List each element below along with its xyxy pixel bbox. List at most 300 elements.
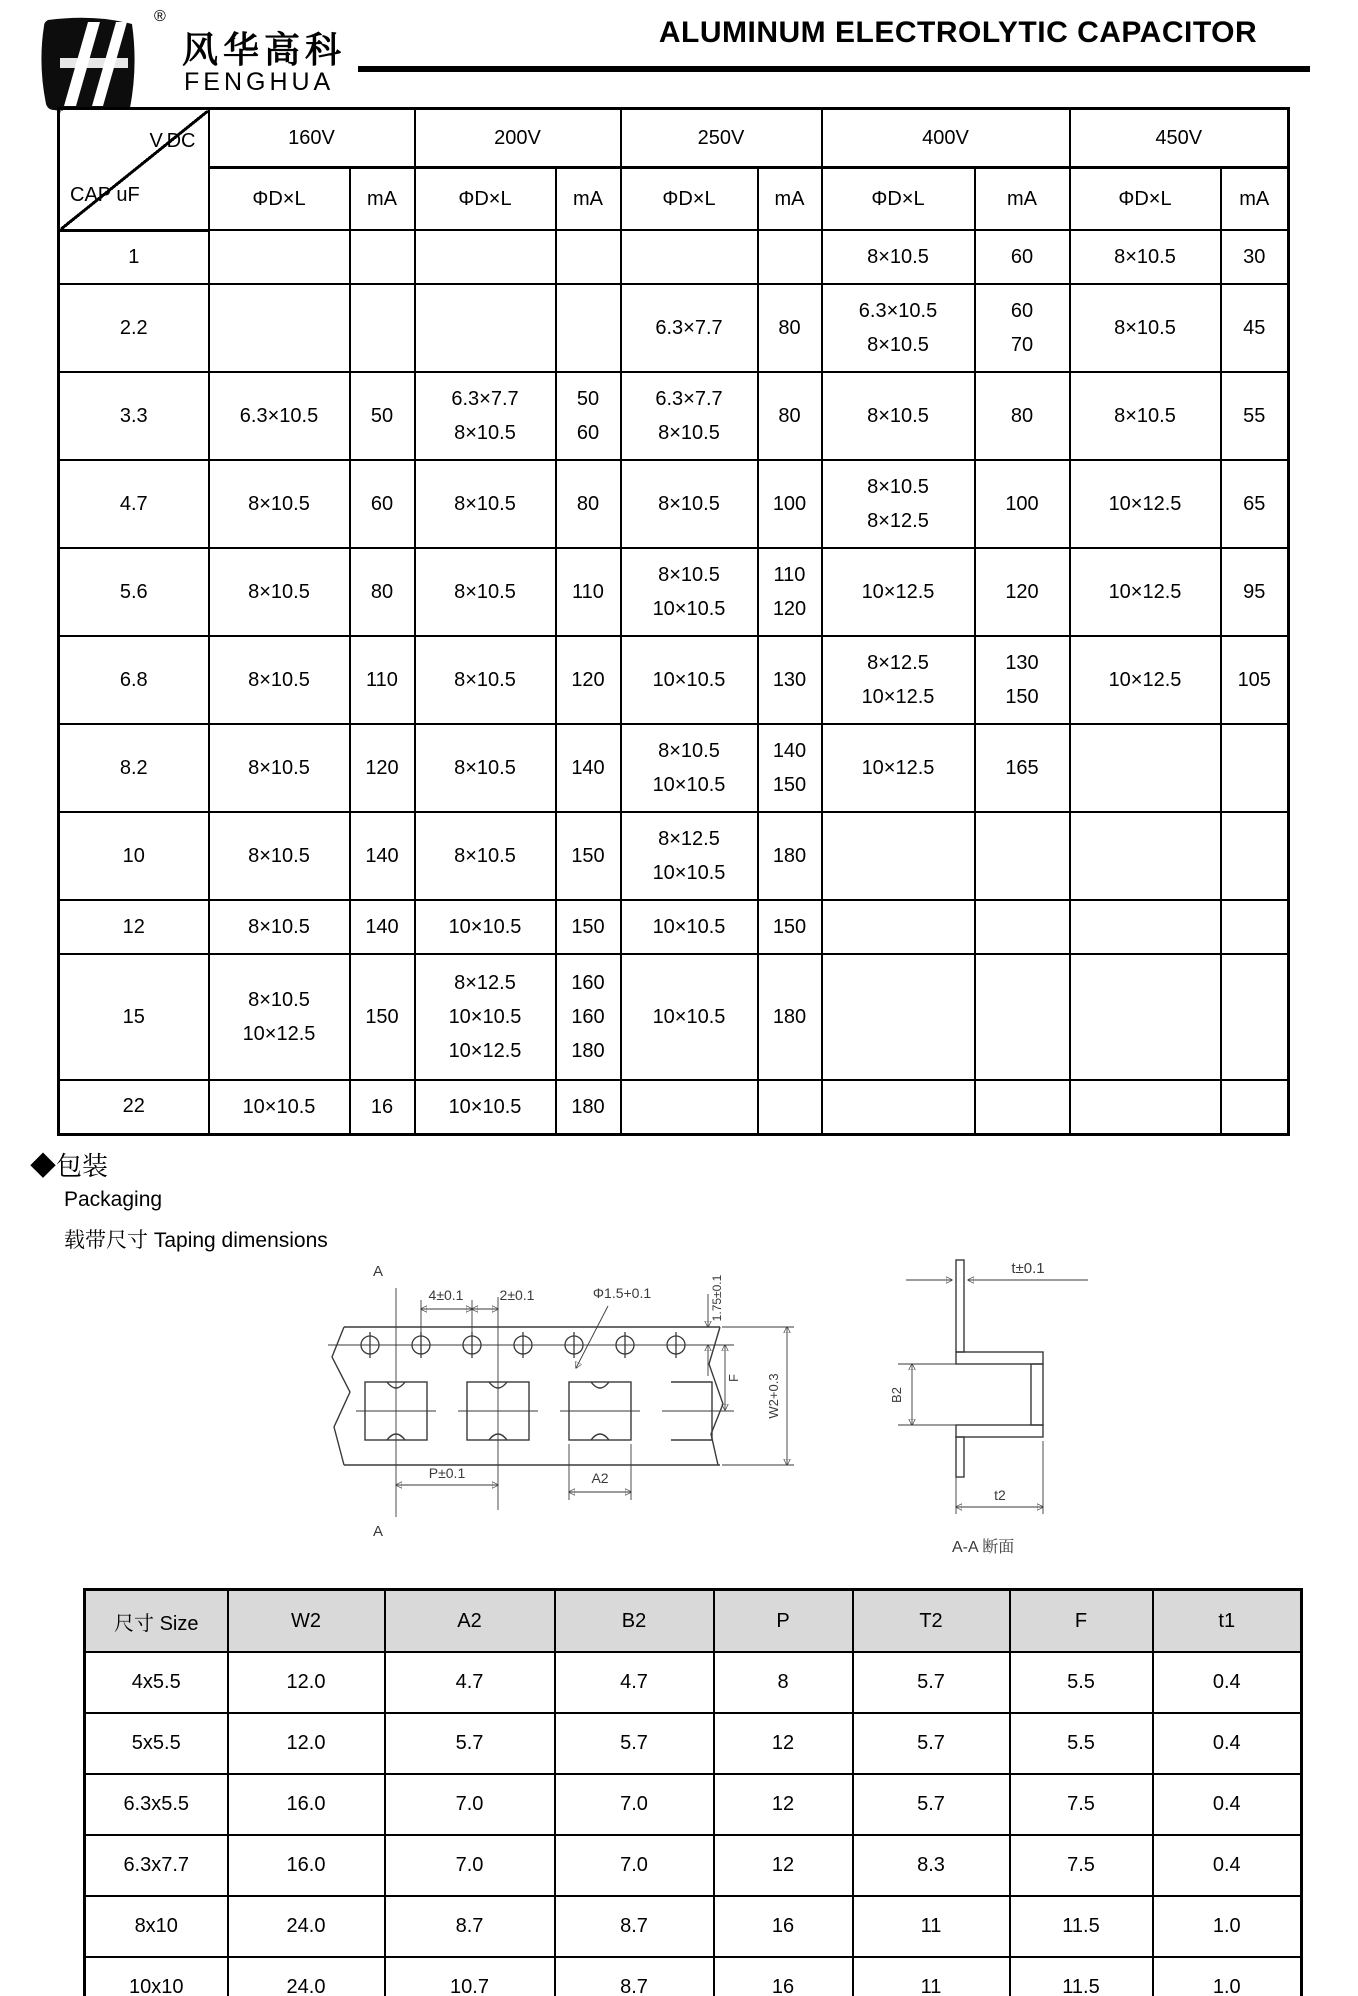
case-size-cell (415, 812, 556, 900)
case-size-value: 8×10.5 (248, 845, 310, 867)
case-size-value: 10×12.5 (1108, 669, 1182, 691)
dims-value-cell: 16.0 (228, 1835, 385, 1896)
wall-thickness-dim: t±0.1 (1011, 1260, 1045, 1277)
ripple-current-cell (758, 548, 822, 636)
case-size-cell (621, 372, 758, 460)
case-size-cell (1070, 460, 1221, 548)
case-size-cell (621, 900, 758, 954)
case-size-cell (415, 230, 556, 284)
case-size-cell (1070, 724, 1221, 812)
cap-value-cell: 6.8 (59, 636, 209, 724)
dims-value-cell: 5.7 (853, 1713, 1010, 1774)
dims-size-cell: 8x10 (85, 1896, 228, 1957)
current-subheader: mA (556, 168, 621, 231)
ripple-current-cell (758, 724, 822, 812)
dims-value-cell: 5.7 (385, 1713, 555, 1774)
ripple-current-value: 45 (1243, 317, 1266, 339)
current-subheader: mA (975, 168, 1070, 231)
ripple-current-cell (556, 812, 621, 900)
case-size-value: 10×10.5 (242, 1095, 316, 1118)
case-size-cell (822, 230, 975, 284)
dims-value-cell: 0.4 (1153, 1713, 1302, 1774)
dims-value-cell: 7.0 (555, 1774, 714, 1835)
section-label-bottom: A (372, 1523, 384, 1540)
ripple-current-cell (758, 460, 822, 548)
dims-value-cell: 7.0 (385, 1774, 555, 1835)
case-size-cell (415, 372, 556, 460)
ripple-current-cell (556, 900, 621, 954)
ratings-row (59, 812, 1289, 900)
ripple-current-cell (758, 900, 822, 954)
hole-dia-leader (576, 1306, 608, 1368)
dims-row (85, 1835, 1302, 1896)
case-size-value: 8×10.5 (248, 757, 310, 779)
ripple-current-value: 120 (365, 757, 399, 779)
dims-value-cell: 8 (714, 1652, 853, 1713)
dims-value-cell: 0.4 (1153, 1774, 1302, 1835)
voltage-header-200v: 200V (415, 109, 621, 168)
dims-value-cell: 12 (714, 1835, 853, 1896)
ripple-current-value: 180 (571, 1040, 605, 1062)
dims-header-f: F (1010, 1590, 1153, 1653)
ratings-row (59, 284, 1289, 372)
case-size-cell (1070, 636, 1221, 724)
ripple-current-cell (350, 812, 415, 900)
taping-dimensions-table (83, 1588, 1303, 1996)
case-size-value: 8×10.5 (658, 740, 720, 762)
case-size-value: 8×10.5 (248, 581, 310, 603)
case-size-value: 8×10.5 (658, 564, 720, 586)
ripple-current-cell (975, 724, 1070, 812)
ripple-current-value: 110 (773, 564, 806, 586)
header-rule (358, 66, 1310, 72)
ripple-current-value: 160 (571, 972, 605, 994)
case-size-cell (621, 284, 758, 372)
ripple-current-cell (350, 230, 415, 284)
ripple-current-cell (556, 636, 621, 724)
case-size-value: 10×12.5 (1108, 493, 1182, 515)
ripple-current-value: 16 (370, 1095, 394, 1118)
case-size-cell (822, 900, 975, 954)
ripple-current-value: 140 (772, 740, 807, 762)
ripple-current-cell (350, 900, 415, 954)
ripple-current-cell (975, 460, 1070, 548)
dims-value-cell: 16 (714, 1957, 853, 1996)
size-subheader: ΦD×L (209, 168, 350, 231)
case-size-cell (1070, 954, 1221, 1080)
dims-value-cell: 4.7 (385, 1652, 555, 1713)
cap-value-cell: 1 (59, 230, 209, 284)
pocket-width-dim: A2 (591, 1470, 609, 1486)
ripple-current-cell (350, 460, 415, 548)
ripple-current-value: 65 (1243, 493, 1266, 515)
ripple-current-value: 120 (1005, 581, 1039, 603)
case-size-cell (621, 460, 758, 548)
case-size-value: 6.3×7.7 (655, 317, 723, 339)
ratings-row (59, 1080, 1289, 1134)
case-size-value: 8×12.5 (454, 972, 516, 994)
ripple-current-cell (1221, 900, 1289, 954)
dims-value-cell: 1.0 (1153, 1896, 1302, 1957)
ripple-current-value: 50 (576, 388, 600, 410)
ripple-current-cell (975, 1080, 1070, 1134)
case-size-value: 8×10.5 (454, 669, 516, 691)
ripple-current-cell (350, 636, 415, 724)
ripple-current-value: 60 (1010, 246, 1034, 268)
dims-value-cell: 12 (714, 1774, 853, 1835)
case-size-cell (209, 954, 350, 1080)
case-size-value: 10×10.5 (652, 916, 726, 938)
case-size-cell (415, 460, 556, 548)
ripple-current-cell (975, 548, 1070, 636)
case-size-value: 8×10.5 (867, 334, 929, 356)
case-size-value: 8×10.5 (867, 405, 929, 427)
dims-size-cell: 6.3x7.7 (85, 1835, 228, 1896)
dims-value-cell: 0.4 (1153, 1835, 1302, 1896)
case-size-value: 10×12.5 (861, 686, 935, 708)
ripple-current-cell (758, 1080, 822, 1134)
case-size-cell (415, 548, 556, 636)
ripple-current-value: 140 (365, 845, 399, 867)
pocket-depth-dim: B2 (889, 1387, 904, 1403)
corner-header-cell (59, 109, 209, 231)
ripple-current-cell (975, 636, 1070, 724)
case-size-value: 8×12.5 (658, 828, 720, 850)
dims-header-row (85, 1590, 1302, 1653)
case-size-cell (822, 460, 975, 548)
case-size-value: 10×10.5 (448, 916, 522, 938)
case-size-cell (209, 548, 350, 636)
dims-header-b2: B2 (555, 1590, 714, 1653)
ripple-current-value: 60 (1010, 300, 1034, 322)
voltage-header-row (59, 109, 1289, 168)
dims-value-cell: 8.7 (555, 1957, 714, 1996)
dims-value-cell: 1.0 (1153, 1957, 1302, 1996)
ripple-current-cell (975, 954, 1070, 1080)
ratings-row (59, 372, 1289, 460)
dims-value-cell: 12 (714, 1713, 853, 1774)
half-pitch-dim: 2±0.1 (499, 1287, 535, 1303)
dims-value-cell: 24.0 (228, 1896, 385, 1957)
ripple-current-cell (975, 284, 1070, 372)
dims-size-cell: 5x5.5 (85, 1713, 228, 1774)
case-size-value: 10×10.5 (652, 598, 726, 620)
ripple-current-cell (350, 284, 415, 372)
case-size-value: 10×12.5 (242, 1023, 316, 1045)
case-size-value: 8×10.5 (1114, 317, 1176, 339)
packaging-heading-cn: ◆包装 (30, 1151, 109, 1181)
ripple-current-value: 130 (772, 669, 807, 691)
case-size-value: 8×10.5 (1114, 246, 1176, 268)
ratings-row (59, 954, 1289, 1080)
dims-value-cell: 8.7 (385, 1896, 555, 1957)
dims-value-cell: 5.7 (853, 1652, 1010, 1713)
case-size-cell (415, 724, 556, 812)
cap-value-cell: 2.2 (59, 284, 209, 372)
ripple-current-cell (556, 230, 621, 284)
case-size-cell (621, 954, 758, 1080)
ripple-current-cell (556, 548, 621, 636)
ripple-current-cell (1221, 636, 1289, 724)
dims-value-cell: 8.3 (853, 1835, 1010, 1896)
ripple-current-value: 60 (576, 422, 600, 444)
dims-value-cell: 7.5 (1010, 1774, 1153, 1835)
case-size-value: 8×12.5 (867, 510, 929, 532)
ripple-current-cell (758, 812, 822, 900)
size-subheader: ΦD×L (822, 168, 975, 231)
case-size-value: 8×10.5 (454, 493, 516, 515)
total-thickness-dim: t2 (994, 1487, 1006, 1503)
ratings-row (59, 724, 1289, 812)
case-size-cell (621, 1080, 758, 1134)
ratings-row (59, 460, 1289, 548)
case-size-cell (822, 636, 975, 724)
ripple-current-cell (758, 230, 822, 284)
case-size-value: 8×10.5 (867, 246, 929, 268)
case-size-value: 8×10.5 (248, 989, 310, 1011)
ripple-current-cell (1221, 284, 1289, 372)
ripple-current-value: 30 (1243, 246, 1266, 268)
page-title: ALUMINUM ELECTROLYTIC CAPACITOR (658, 16, 1258, 49)
tape-width-dim: W2+0.3 (766, 1373, 781, 1419)
cap-value-cell: 12 (59, 900, 209, 954)
top-dimensions (421, 1300, 498, 1336)
ripple-current-value: 80 (778, 317, 801, 339)
case-size-cell (1070, 812, 1221, 900)
case-size-value: 8×10.5 (454, 581, 516, 603)
case-size-cell (209, 230, 350, 284)
dims-value-cell: 11.5 (1010, 1957, 1153, 1996)
case-size-cell (1070, 900, 1221, 954)
case-size-value: 6.3×10.5 (858, 300, 938, 322)
case-size-cell (621, 636, 758, 724)
case-size-value: 10×10.5 (448, 1006, 522, 1028)
ripple-current-cell (556, 954, 621, 1080)
ripple-current-value: 150 (365, 1006, 399, 1028)
ripple-current-value: 80 (1010, 405, 1034, 427)
dims-row (85, 1652, 1302, 1713)
case-size-cell (415, 954, 556, 1080)
case-size-cell (621, 230, 758, 284)
dims-value-cell: 12.0 (228, 1652, 385, 1713)
taping-dimensions-drawing (300, 1252, 1110, 1570)
cap-value-cell: 8.2 (59, 724, 209, 812)
dims-value-cell: 12.0 (228, 1713, 385, 1774)
size-subheader: ΦD×L (621, 168, 758, 231)
case-size-value: 10×12.5 (448, 1040, 522, 1062)
case-size-cell (822, 954, 975, 1080)
ripple-current-cell (556, 1080, 621, 1134)
case-size-cell (822, 1080, 975, 1134)
case-size-value: 8×10.5 (1114, 405, 1176, 427)
ripple-current-value: 150 (1005, 686, 1039, 708)
dims-row (85, 1957, 1302, 1996)
case-size-cell (415, 284, 556, 372)
case-size-value: 6.3×7.7 (451, 388, 519, 410)
ripple-current-cell (975, 230, 1070, 284)
tape-outline (332, 1327, 723, 1465)
ripple-current-value: 60 (370, 493, 394, 515)
size-subheader: ΦD×L (1070, 168, 1221, 231)
dims-value-cell: 16.0 (228, 1774, 385, 1835)
case-size-value: 8×10.5 (248, 669, 310, 691)
cap-value-cell: 3.3 (59, 372, 209, 460)
dims-value-cell: 7.0 (555, 1835, 714, 1896)
ripple-current-value: 70 (1010, 334, 1034, 356)
case-size-value: 10×12.5 (1108, 581, 1182, 603)
dims-header-w2: W2 (228, 1590, 385, 1653)
hole-pitch-dim: 4±0.1 (428, 1287, 464, 1303)
case-size-value: 10×12.5 (861, 581, 935, 603)
dims-value-cell: 4.7 (555, 1652, 714, 1713)
dims-value-cell: 24.0 (228, 1957, 385, 1996)
ripple-current-cell (556, 724, 621, 812)
case-size-cell (209, 460, 350, 548)
case-size-value: 10×10.5 (652, 669, 726, 691)
dims-value-cell: 5.7 (853, 1774, 1010, 1835)
voltage-header-400v: 400V (822, 109, 1070, 168)
current-subheader: mA (1221, 168, 1289, 231)
component-pockets (356, 1382, 734, 1440)
ripple-current-value: 180 (571, 1095, 605, 1118)
case-size-value: 8×10.5 (454, 422, 516, 444)
dims-value-cell: 8.7 (555, 1896, 714, 1957)
voltage-header-250v: 250V (621, 109, 822, 168)
current-subheader: mA (758, 168, 822, 231)
registered-trademark: ® (154, 8, 166, 25)
case-size-cell (621, 724, 758, 812)
ratings-table (57, 107, 1290, 1136)
ripple-current-value: 180 (772, 1006, 807, 1028)
ripple-current-cell (556, 372, 621, 460)
dims-value-cell: 11 (853, 1957, 1010, 1996)
case-size-value: 8×10.5 (658, 422, 720, 444)
ripple-current-value: 140 (571, 757, 605, 779)
cap-uf-label: CAP uF (70, 183, 140, 206)
dims-size-cell: 4x5.5 (85, 1652, 228, 1713)
ripple-current-value: 105 (1237, 669, 1271, 691)
case-size-cell (415, 900, 556, 954)
case-size-cell (415, 636, 556, 724)
case-size-cell (822, 812, 975, 900)
dims-row (85, 1896, 1302, 1957)
ripple-current-cell (975, 900, 1070, 954)
dims-size-cell: 10x10 (85, 1957, 228, 1996)
ripple-current-cell (350, 724, 415, 812)
ripple-current-cell (350, 372, 415, 460)
ripple-current-cell (1221, 724, 1289, 812)
case-size-cell (621, 812, 758, 900)
dims-value-cell: 5.5 (1010, 1652, 1153, 1713)
pocket-pitch-dim: P±0.1 (428, 1465, 466, 1481)
dims-size-cell: 6.3x5.5 (85, 1774, 228, 1835)
case-size-value: 8×10.5 (454, 757, 516, 779)
case-size-cell (822, 724, 975, 812)
voltage-header-160v: 160V (209, 109, 415, 168)
cap-value-cell: 15 (59, 954, 209, 1080)
ripple-current-cell (1221, 548, 1289, 636)
case-size-cell (822, 284, 975, 372)
ripple-current-value: 95 (1243, 581, 1266, 603)
case-size-cell (822, 548, 975, 636)
packaging-heading-en: Packaging (64, 1188, 163, 1211)
dims-header-size: 尺寸 Size (85, 1590, 228, 1653)
ripple-current-cell (1221, 372, 1289, 460)
case-size-value: 10×10.5 (448, 1095, 522, 1118)
ripple-current-cell (758, 372, 822, 460)
ratings-row (59, 636, 1289, 724)
ripple-current-cell (350, 954, 415, 1080)
dims-value-cell: 0.4 (1153, 1652, 1302, 1713)
ripple-current-value: 110 (366, 669, 398, 691)
ripple-current-cell (975, 372, 1070, 460)
brand-name-en: FENGHUA (184, 68, 335, 96)
ripple-current-value: 140 (365, 916, 399, 938)
dims-value-cell: 11.5 (1010, 1896, 1153, 1957)
ripple-current-value: 80 (576, 493, 600, 515)
dims-header-a2: A2 (385, 1590, 555, 1653)
ripple-current-cell (350, 548, 415, 636)
ripple-current-value: 130 (1005, 652, 1039, 674)
case-size-cell (209, 372, 350, 460)
ripple-current-cell (758, 284, 822, 372)
ripple-current-value: 110 (572, 581, 604, 603)
section-label-top: A (372, 1263, 384, 1280)
hole-dia-dim: Φ1.5+0.1 (592, 1285, 652, 1301)
case-size-cell (209, 1080, 350, 1134)
dims-header-t1: t1 (1153, 1590, 1302, 1653)
dims-value-cell: 10.7 (385, 1957, 555, 1996)
brand-logo (34, 8, 374, 118)
ripple-current-cell (350, 1080, 415, 1134)
case-size-value: 8×10.5 (658, 493, 720, 515)
case-size-cell (415, 1080, 556, 1134)
ripple-current-cell (1221, 812, 1289, 900)
case-size-value: 8×10.5 (867, 476, 929, 498)
ripple-current-cell (1221, 1080, 1289, 1134)
case-size-value: 10×10.5 (652, 862, 726, 884)
case-size-value: 10×10.5 (652, 774, 726, 796)
case-size-cell (1070, 372, 1221, 460)
ripple-current-cell (556, 460, 621, 548)
ratings-row (59, 230, 1289, 284)
dims-value-cell: 11 (853, 1896, 1010, 1957)
ripple-current-value: 180 (772, 845, 807, 867)
vdc-label: V.DC (149, 130, 196, 152)
case-size-value: 10×12.5 (861, 757, 935, 779)
ripple-current-cell (758, 954, 822, 1080)
fenghua-logo-icon (34, 10, 146, 118)
ripple-current-value: 50 (370, 405, 394, 427)
ripple-current-value: 150 (571, 845, 605, 867)
ripple-current-cell (1221, 230, 1289, 284)
case-size-cell (1070, 230, 1221, 284)
cap-value-cell: 4.7 (59, 460, 209, 548)
case-size-cell (209, 724, 350, 812)
case-size-cell (1070, 1080, 1221, 1134)
case-size-value: 6.3×10.5 (239, 405, 319, 427)
case-size-cell (209, 284, 350, 372)
ripple-current-cell (975, 812, 1070, 900)
dims-value-cell: 5.7 (555, 1713, 714, 1774)
case-size-value: 6.3×7.7 (655, 388, 723, 410)
ripple-current-value: 120 (571, 669, 605, 691)
dims-row (85, 1774, 1302, 1835)
dims-header-t2: T2 (853, 1590, 1010, 1653)
cap-value-cell: 10 (59, 812, 209, 900)
brand-name-cn: 风华高科 (182, 29, 347, 70)
size-subheader: ΦD×L (415, 168, 556, 231)
